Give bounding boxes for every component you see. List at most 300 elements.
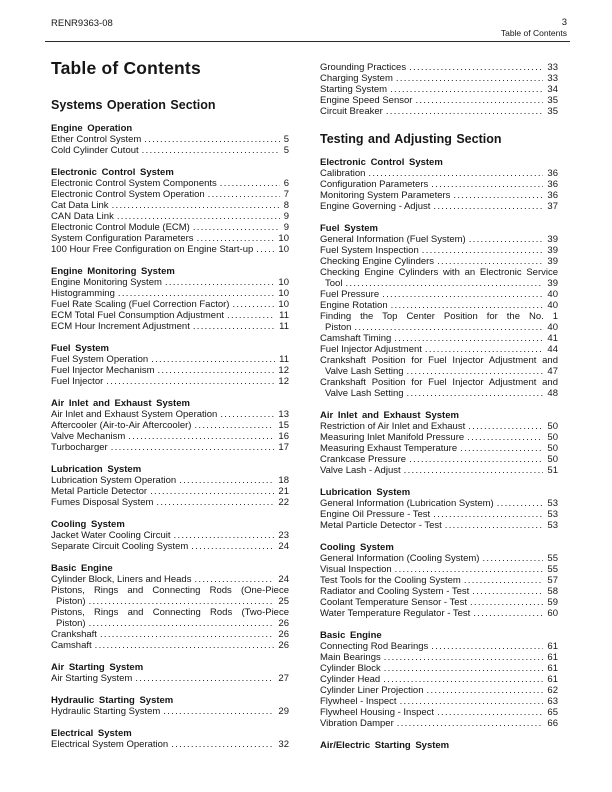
dot-leader: [144, 134, 279, 145]
dot-leader: [464, 575, 544, 586]
toc-page-number: 7: [283, 189, 289, 200]
dot-leader: [135, 673, 274, 684]
toc-entry: [320, 377, 558, 399]
dot-leader: [382, 289, 543, 300]
toc-page-number: 24: [278, 541, 289, 552]
toc-entry: [320, 685, 558, 696]
toc-entry-row: [51, 211, 289, 222]
toc-entry-row: [320, 366, 558, 377]
header-right: [501, 18, 570, 39]
toc-entry-title: Engine Oil Pressure - Test: [320, 509, 431, 520]
toc-entry-row: [51, 486, 289, 497]
dot-leader: [117, 211, 280, 222]
toc-entry-row: [51, 574, 289, 585]
toc-entry: [320, 106, 558, 117]
toc-page-number: 13: [278, 409, 289, 420]
toc-entry: [320, 344, 558, 355]
toc-entry: [320, 289, 558, 300]
toc-entry-row: [320, 707, 558, 718]
toc-entry: [320, 201, 558, 212]
group-heading: Air Inlet and Exhaust System: [51, 398, 190, 409]
group-heading: Engine Monitoring System: [51, 266, 175, 277]
toc-entry: [320, 245, 558, 256]
toc-entry-title: Crankcase Pressure: [320, 454, 407, 465]
dot-leader: [345, 278, 543, 289]
toc-page-number: 29: [278, 706, 289, 717]
dot-leader: [151, 354, 275, 365]
toc-page-number: 53: [547, 498, 558, 509]
toc-page-number: 22: [278, 497, 289, 508]
toc-page-number: 6: [283, 178, 289, 189]
toc-entry-title: Histogramming: [51, 288, 115, 299]
toc-page-number: 5: [283, 145, 289, 156]
toc-entry-row: [320, 300, 558, 311]
toc-entry-row: [51, 288, 289, 299]
toc-entry-row: [320, 289, 558, 300]
toc-entry-title: Fuel Pressure: [320, 289, 380, 300]
toc-entry-row: [320, 168, 558, 179]
toc-entry-title: Aftercooler (Air-to-Air Aftercooler): [51, 420, 192, 431]
toc-entry: [51, 420, 289, 431]
dot-leader: [400, 696, 544, 707]
dot-leader: [118, 288, 275, 299]
dot-leader: [409, 454, 543, 465]
toc-entry: [51, 277, 289, 288]
toc-entry-title: Electrical System Operation: [51, 739, 169, 750]
toc-entry: [320, 718, 558, 729]
toc-entry: [320, 564, 558, 575]
toc-page-number: 11: [279, 310, 289, 321]
toc-entry-title: Restriction of Air Inlet and Exhaust: [320, 421, 466, 432]
toc-entry-title: Electronic Control Module (ECM): [51, 222, 190, 233]
toc-entry-row: [320, 575, 558, 586]
dot-leader: [220, 178, 280, 189]
toc-page-number: 65: [547, 707, 558, 718]
toc-entry-row: [320, 718, 558, 729]
header-rule: [45, 41, 570, 42]
group-heading: Cooling System: [51, 519, 125, 530]
dot-leader: [404, 465, 544, 476]
dot-leader: [95, 640, 275, 651]
toc-entry: [320, 300, 558, 311]
dot-leader: [445, 520, 544, 531]
toc-entry-title: Separate Circuit Cooling System: [51, 541, 189, 552]
toc-entry-row: [320, 234, 558, 245]
dot-leader: [191, 541, 274, 552]
toc-page-number: 50: [547, 443, 558, 454]
toc-entry-row: [320, 443, 558, 454]
toc-entry-row: [51, 277, 289, 288]
toc-page-number: 50: [547, 421, 558, 432]
toc-entry-row: [51, 178, 289, 189]
toc-entry-row: [320, 608, 558, 619]
toc-entry: [51, 288, 289, 299]
dot-leader: [89, 596, 275, 607]
toc-entry-title: Piston): [56, 618, 86, 629]
toc-entry-row: [320, 652, 558, 663]
toc-columns: [51, 58, 570, 751]
toc-group: [51, 167, 289, 255]
toc-entry-row: [51, 739, 289, 750]
dot-leader: [174, 530, 275, 541]
toc-entry-title: Fuel System Inspection: [320, 245, 419, 256]
toc-entry-row: [320, 586, 558, 597]
toc-entry: [51, 607, 289, 629]
toc-entry-line: Checking Engine Cylinders with an Electronic Service: [320, 267, 558, 278]
toc-entry-row: [320, 344, 558, 355]
group-heading: Electronic Control System: [320, 157, 443, 168]
toc-page-number: 39: [547, 278, 558, 289]
toc-entry-row: [320, 465, 558, 476]
toc-page-number: 33: [547, 62, 558, 73]
toc-entry: [51, 530, 289, 541]
toc-group: [51, 464, 289, 508]
toc-page-number: 39: [547, 245, 558, 256]
toc-entry: [51, 409, 289, 420]
toc-entry-title: Engine Governing - Adjust: [320, 201, 431, 212]
toc-entry-row: [51, 376, 289, 387]
group-heading: Air Inlet and Exhaust System: [320, 410, 459, 421]
toc-group: [320, 62, 558, 117]
toc-page-number: 33: [547, 73, 558, 84]
toc-entry: [51, 640, 289, 651]
toc-entry: [320, 267, 558, 289]
toc-entry-line: Finding the Top Center Position for the No. 1: [320, 311, 558, 322]
dot-leader: [396, 73, 544, 84]
toc-page-number: 66: [547, 718, 558, 729]
toc-page-number: 61: [547, 652, 558, 663]
dot-leader: [171, 739, 274, 750]
toc-page-number: 36: [547, 179, 558, 190]
dot-leader: [179, 475, 274, 486]
toc-entry-row: [51, 222, 289, 233]
toc-group: [51, 563, 289, 651]
toc-entry-line: Crankshaft Position for Fuel Injector Adjustment and: [320, 355, 558, 366]
dot-leader: [106, 376, 274, 387]
toc-entry: [51, 134, 289, 145]
toc-entry-title: Radiator and Cooling System - Test: [320, 586, 470, 597]
toc-entry-title: Fuel System Operation: [51, 354, 149, 365]
toc-entry-row: [320, 201, 558, 212]
toc-entry: [320, 498, 558, 509]
dot-leader: [208, 189, 280, 200]
toc-page-number: 55: [547, 553, 558, 564]
toc-group: [320, 410, 558, 476]
dot-leader: [425, 344, 544, 355]
dot-leader: [469, 234, 544, 245]
toc-entry: [320, 234, 558, 245]
toc-entry-title: Valve Lash Setting: [325, 366, 404, 377]
dot-leader: [128, 431, 274, 442]
toc-entry-row: [51, 409, 289, 420]
group-heading: Electronic Control System: [51, 167, 174, 178]
dot-leader: [232, 299, 274, 310]
toc-group: [320, 223, 558, 399]
dot-leader: [384, 652, 544, 663]
toc-entry-row: [51, 244, 289, 255]
toc-page-number: 63: [547, 696, 558, 707]
dot-leader: [227, 310, 275, 321]
toc-entry-title: Grounding Practices: [320, 62, 407, 73]
toc-group: [51, 695, 289, 717]
toc-group: [320, 630, 558, 729]
dot-leader: [497, 498, 544, 509]
dot-leader: [150, 486, 274, 497]
toc-entry-title: Coolant Temperature Sensor - Test: [320, 597, 467, 608]
toc-entry: [320, 256, 558, 267]
toc-entry: [320, 707, 558, 718]
toc-entry: [51, 354, 289, 365]
toc-entry-title: Configuration Parameters: [320, 179, 429, 190]
toc-entry-row: [320, 62, 558, 73]
toc-entry: [51, 365, 289, 376]
section-heading: Systems Operation Section: [51, 98, 216, 112]
toc-entry-row: [320, 95, 558, 106]
dot-leader: [427, 685, 544, 696]
dot-leader: [111, 442, 275, 453]
toc-entry-title: Starting System: [320, 84, 388, 95]
toc-entry: [51, 145, 289, 156]
toc-entry: [320, 586, 558, 597]
dot-leader: [433, 509, 543, 520]
toc-entry-title: General Information (Lubrication System): [320, 498, 494, 509]
toc-entry-row: [51, 431, 289, 442]
toc-entry-title: Metal Particle Detector: [51, 486, 148, 497]
toc-entry-title: Ether Control System: [51, 134, 142, 145]
dot-leader: [422, 245, 544, 256]
toc-entry-title: Metal Particle Detector - Test: [320, 520, 442, 531]
group-heading: Air/Electric Starting System: [320, 740, 450, 751]
dot-leader: [394, 333, 543, 344]
toc-entry-row: [51, 706, 289, 717]
toc-page-number: 36: [547, 190, 558, 201]
toc-page-number: 32: [278, 739, 289, 750]
toc-entry: [51, 431, 289, 442]
toc-entry: [320, 674, 558, 685]
toc-entry-title: Lubrication System Operation: [51, 475, 177, 486]
toc-entry: [320, 575, 558, 586]
toc-entry-row: [51, 618, 289, 629]
group-heading: Fuel System: [51, 343, 109, 354]
toc-entry: [51, 321, 289, 332]
toc-entry-row: [51, 145, 289, 156]
toc-entry-title: Fumes Disposal System: [51, 497, 154, 508]
toc-entry: [51, 233, 289, 244]
dot-leader: [431, 179, 543, 190]
toc-entry-title: Checking Engine Cylinders: [320, 256, 435, 267]
toc-page-number: 9: [283, 211, 289, 222]
toc-page-number: 59: [547, 597, 558, 608]
toc-page-number: 48: [547, 388, 558, 399]
toc-entry-title: Crankshaft: [51, 629, 97, 640]
toc-entry-title: Valve Lash Setting: [325, 388, 404, 399]
toc-page-number: 5: [283, 134, 289, 145]
page-header: [45, 18, 570, 39]
toc-entry-row: [320, 641, 558, 652]
toc-page-number: 61: [547, 641, 558, 652]
toc-entry-row: [51, 299, 289, 310]
toc-page-number: 55: [547, 564, 558, 575]
toc-entry-title: Jacket Water Cooling Circuit: [51, 530, 171, 541]
dot-leader: [256, 244, 274, 255]
dot-leader: [433, 201, 543, 212]
toc-entry: [320, 168, 558, 179]
toc-entry-title: Engine Rotation: [320, 300, 388, 311]
toc-entry-title: Air Inlet and Exhaust System Operation: [51, 409, 218, 420]
toc-entry-title: Engine Speed Sensor: [320, 95, 413, 106]
toc-page-number: 60: [547, 608, 558, 619]
toc-entry-title: Camshaft Timing: [320, 333, 392, 344]
toc-page-number: 15: [278, 420, 289, 431]
dot-leader: [415, 95, 543, 106]
dot-leader: [482, 553, 543, 564]
toc-entry: [320, 432, 558, 443]
toc-entry-row: [51, 310, 289, 321]
toc-entry-row: [320, 674, 558, 685]
toc-page-number: 25: [278, 596, 289, 607]
toc-entry: [320, 520, 558, 531]
toc-entry: [51, 299, 289, 310]
toc-entry: [320, 95, 558, 106]
toc-entry-title: Visual Inspection: [320, 564, 392, 575]
toc-entry-title: Engine Monitoring System: [51, 277, 162, 288]
toc-page-number: 61: [547, 663, 558, 674]
section-heading: Testing and Adjusting Section: [320, 132, 502, 146]
toc-page-number: 8: [283, 200, 289, 211]
toc-page-number: 10: [278, 244, 289, 255]
group-heading: Air Starting System: [51, 662, 144, 673]
toc-page-number: 44: [547, 344, 558, 355]
toc-entry-row: [320, 432, 558, 443]
toc-page-number: 10: [278, 288, 289, 299]
toc-entry-title: CAN Data Link: [51, 211, 114, 222]
dot-leader: [194, 574, 274, 585]
toc-entry-title: Test Tools for the Cooling System: [320, 575, 461, 586]
toc-entry-title: Fuel Rate Scaling (Fuel Correction Factor): [51, 299, 230, 310]
toc-page-number: 57: [547, 575, 558, 586]
dot-leader: [100, 629, 274, 640]
toc-entry-title: Main Bearings: [320, 652, 381, 663]
toc-page-number: 34: [547, 84, 558, 95]
toc-group: [320, 157, 558, 212]
toc-page-number: 10: [278, 233, 289, 244]
toc-entry-row: [320, 498, 558, 509]
toc-entry-row: [51, 365, 289, 376]
toc-entry-title: Flywheel - Inspect: [320, 696, 397, 707]
toc-entry-title: General Information (Fuel System): [320, 234, 466, 245]
toc-entry-title: Electronic Control System Operation: [51, 189, 205, 200]
toc-entry-title: Fuel Injector Adjustment: [320, 344, 422, 355]
toc-entry-title: Tool: [325, 278, 343, 289]
toc-entry: [320, 454, 558, 465]
toc-entry-title: Piston: [325, 322, 352, 333]
dot-leader: [193, 222, 280, 233]
toc-page-number: 36: [547, 168, 558, 179]
toc-page-number: 51: [547, 465, 558, 476]
toc-entry: [320, 355, 558, 377]
toc-entry-row: [51, 629, 289, 640]
toc-page-number: 58: [547, 586, 558, 597]
toc-entry: [51, 310, 289, 321]
toc-group: [51, 662, 289, 684]
toc-page-number: 37: [547, 201, 558, 212]
dot-leader: [383, 674, 543, 685]
toc-page-number: 18: [278, 475, 289, 486]
toc-entry: [51, 178, 289, 189]
toc-page-number: 11: [279, 354, 289, 365]
toc-entry-row: [320, 388, 558, 399]
dot-leader: [193, 321, 275, 332]
group-heading: Hydraulic Starting System: [51, 695, 174, 706]
toc-entry-title: Flywheel Housing - Inspect: [320, 707, 435, 718]
toc-column-1: [51, 58, 289, 751]
toc-page-number: 9: [283, 222, 289, 233]
dot-leader: [409, 62, 543, 73]
toc-page-number: 47: [547, 366, 558, 377]
toc-page-number: 26: [278, 618, 289, 629]
toc-entry: [320, 652, 558, 663]
toc-page-number: 12: [278, 376, 289, 387]
dot-leader: [112, 200, 280, 211]
toc-page-number: 17: [278, 442, 289, 453]
toc-entry-title: Charging System: [320, 73, 393, 84]
toc-entry: [51, 222, 289, 233]
toc-entry-title: Valve Mechanism: [51, 431, 126, 442]
dot-leader: [407, 388, 544, 399]
toc-entry-line: Crankshaft Position for Fuel Injector Adjustment and: [320, 377, 558, 388]
toc-entry-title: Piston): [56, 596, 86, 607]
toc-page-number: 53: [547, 520, 558, 531]
toc-entry-title: ECM Total Fuel Consumption Adjustment: [51, 310, 225, 321]
toc-entry: [51, 486, 289, 497]
toc-entry: [320, 73, 558, 84]
group-heading: Basic Engine: [320, 630, 382, 641]
dot-leader: [395, 564, 544, 575]
dot-leader: [473, 608, 543, 619]
dot-leader: [163, 706, 274, 717]
dot-leader: [467, 432, 543, 443]
toc-entry-title: Cylinder Liner Projection: [320, 685, 424, 696]
document-number: RENR9363-08: [51, 18, 113, 29]
toc-group: [320, 487, 558, 531]
toc-column-2: [320, 58, 558, 751]
dot-leader: [89, 618, 275, 629]
toc-entry-row: [320, 520, 558, 531]
toc-entry-row: [320, 597, 558, 608]
toc-entry-title: Cylinder Block: [320, 663, 381, 674]
toc-entry-title: Measuring Inlet Manifold Pressure: [320, 432, 465, 443]
toc-entry: [51, 376, 289, 387]
toc-entry-row: [320, 696, 558, 707]
group-heading: Lubrication System: [51, 464, 142, 475]
toc-entry-row: [320, 454, 558, 465]
toc-entry: [51, 442, 289, 453]
dot-leader: [368, 168, 543, 179]
toc-entry-row: [51, 640, 289, 651]
toc-entry-title: Cylinder Block, Liners and Heads: [51, 574, 192, 585]
toc-entry: [51, 475, 289, 486]
toc-page-number: 11: [279, 321, 289, 332]
toc-page-number: 41: [547, 333, 558, 344]
toc-entry-title: Turbocharger: [51, 442, 108, 453]
dot-leader: [407, 366, 544, 377]
toc-entry-line: Pistons, Rings and Connecting Rods (Two-Piece: [51, 607, 289, 618]
toc-entry-row: [320, 663, 558, 674]
toc-entry-title: 100 Hour Free Configuration on Engine Start-up: [51, 244, 254, 255]
dot-leader: [470, 597, 543, 608]
toc-entry-row: [51, 475, 289, 486]
toc-entry-row: [51, 354, 289, 365]
